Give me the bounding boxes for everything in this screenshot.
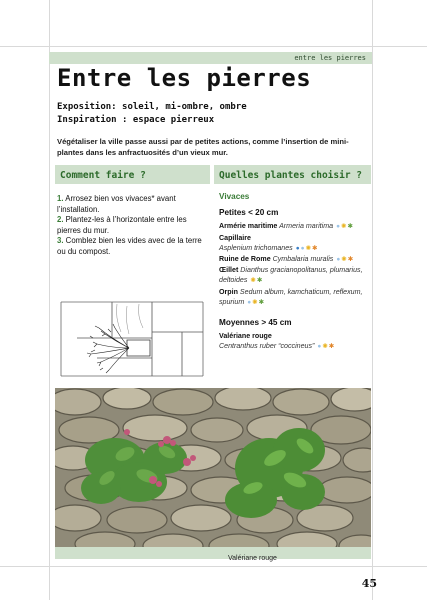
plant-list	[219, 192, 369, 353]
water-drop-icon: ●	[336, 256, 341, 264]
meta-block	[57, 101, 247, 127]
medium-plants-heading: Moyennes > 45 cm	[219, 318, 292, 328]
wall-planting-sketch	[57, 298, 207, 380]
step-item: 1. Arrosez bien vos vivaces* avant l’installation.	[57, 194, 176, 214]
sun-icon: ✺	[341, 223, 347, 231]
intro-text: Végétaliser la ville passe aussi par de petites actions, comme l’insertion de mini-plantes dans les anfractuosités d’un vieux mur.	[57, 137, 349, 157]
sun-icon: ✺	[252, 298, 258, 306]
half-shade-icon: ✱	[328, 343, 335, 351]
plant-item: Orpin Sedum album, kamchaticum, reflexum, spurium ●✺✱	[219, 287, 369, 308]
inspiration-line: Inspiration : espace pierreux	[57, 115, 215, 125]
plant-item: Armérie maritime Armeria maritima ●✺✱	[219, 221, 369, 232]
photo-caption: Valériane rouge	[228, 555, 277, 562]
running-title: entre les pierres	[294, 54, 366, 62]
plants-heading-band	[214, 165, 371, 184]
margin-line-left	[49, 0, 50, 600]
plant-item: Capillaire Asplenium trichomanes ●●✺✱	[219, 233, 369, 254]
plant-item: Œillet Dianthus gracianopolitanus, plumarius, deltoides ✺✱	[219, 265, 369, 286]
margin-line-bottom	[0, 566, 427, 567]
plant-item: Ruine de Rome Cymbalaria muralis ●✺✱	[219, 254, 369, 265]
sun-icon: ✺	[250, 277, 256, 285]
half-shade-icon: ✱	[312, 244, 318, 252]
margin-line-right	[372, 0, 373, 600]
margin-line-top	[0, 46, 427, 47]
water-drop-icon: ●	[336, 223, 340, 231]
leaf-icon: ✱	[258, 298, 265, 306]
plant-item: Valériane rouge Centranthus ruber “coccineus” ●✺✱	[219, 331, 369, 352]
sun-icon: ✺	[305, 244, 312, 252]
how-heading-band	[55, 165, 210, 184]
running-header	[49, 52, 372, 64]
page-number: 45	[361, 577, 377, 590]
step-item: 3. Comblez bien les vides avec de la terre ou du compost.	[57, 236, 202, 256]
water-drop-icon: ●	[300, 244, 305, 252]
perennials-heading: Vivaces	[219, 192, 250, 201]
plants-heading: Quelles plantes choisir ?	[219, 170, 362, 181]
photo-caption-band	[55, 547, 371, 562]
how-heading: Comment faire ?	[60, 170, 146, 181]
half-shade-icon: ✱	[347, 256, 354, 264]
small-plants-heading: Petites < 20 cm	[219, 208, 279, 218]
stone-wall-photo	[55, 388, 371, 552]
water-drop-icon: ●	[317, 343, 322, 351]
leaf-icon: ✱	[256, 277, 263, 285]
page-title: Entre les pierres	[57, 64, 312, 92]
sun-icon: ✺	[322, 343, 328, 351]
water-drop-icon: ●	[247, 298, 252, 306]
exposure-line: Exposition: soleil, mi-ombre, ombre	[57, 102, 247, 112]
step-item: 2. Plantez-les à l’horizontale entre les pierres du mur.	[57, 215, 187, 235]
sun-icon: ✺	[341, 256, 347, 264]
steps-list	[57, 194, 207, 257]
water-drop-icon: ●	[295, 244, 300, 252]
leaf-icon: ✱	[347, 223, 353, 231]
